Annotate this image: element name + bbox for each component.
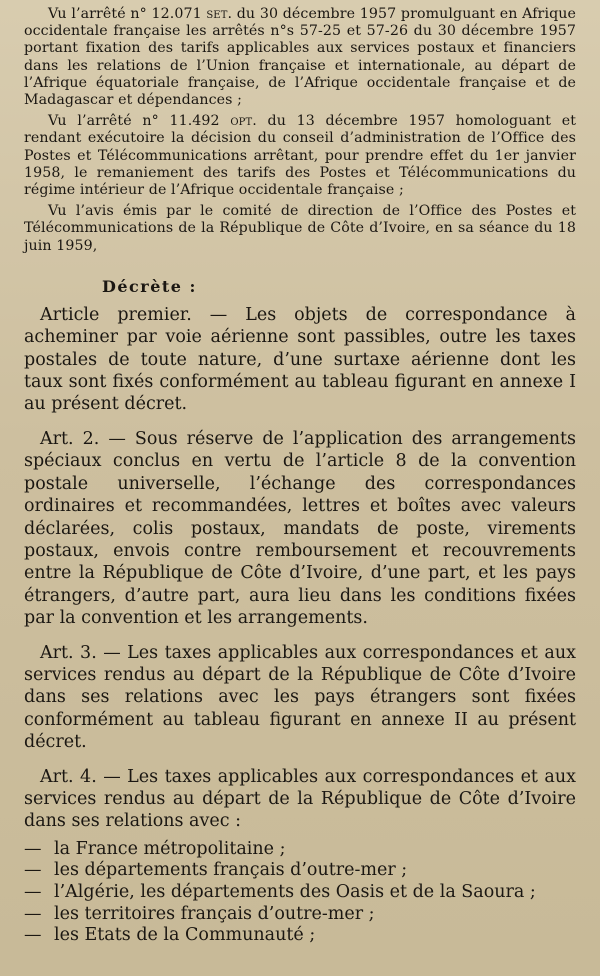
territory-list — [24, 839, 576, 947]
article-paragraph: Art. 3. — Les taxes applicables aux correspondances et aux services rendus au départ de la République de Côte d’Ivoire dans ses relations avec les pays étrangers sont fixées conformément au tableau figurant en annexe II au présent décret. — [24, 642, 576, 753]
list-item: — les territoires français d’outre-mer ; — [24, 903, 375, 924]
article-paragraph: Art. 4. — Les taxes applicables aux correspondances et aux services rendus au départ de la République de Côte d’Ivoire dans ses relations avec : — [24, 766, 576, 832]
list-item: — les Etats de la Communauté ; — [24, 925, 316, 946]
article-paragraph: Article premier. — Les objets de correspondance à acheminer par voie aérienne sont passibles, outre les taxes postales de toute nature, d’une surtaxe aérienne dont les taux sont fixés conformément au tableau figurant en annexe I au présent décret. — [24, 304, 576, 415]
list-item: — l’Algérie, les départements des Oasis et de la Saoura ; — [24, 881, 536, 902]
preamble-paragraph: Vu l’avis émis par le comité de direction de l’Office des Postes et Télécommunications de la République de Côte d’Ivoire, en sa séance du 18 juin 1959, — [24, 203, 576, 254]
preamble — [24, 6, 576, 255]
preamble-paragraph: Vu l’arrêté n° 12.071 set. du 30 décembre 1957 promulguant en Afrique occidentale française les arrêtés n°s 57-25 et 57-26 du 30 décembre 1957 portant fixation des tarifs applicables aux services postaux et financiers dans les relations de l’Union française et internationale, au départ de l’Afrique équatoriale française, de l’Afrique occidentale française et de Madagascar et dépendances ; — [24, 6, 576, 109]
list-item: — les départements français d’outre-mer ; — [24, 860, 408, 881]
list-item: — la France métropolitaine ; — [24, 838, 286, 859]
preamble-paragraph: Vu l’arrêté n° 11.492 opt. du 13 décembre 1957 homologuant et rendant exécutoire la décision du conseil d’administration de l’Office des Postes et Télécommunications arrêtant, pour prendre effet du 1er janvier 1958, le remaniement des tarifs des Postes et Télécommunications du régime intérieur de l’Afrique occidentale française ; — [24, 113, 577, 199]
article-paragraph: Art. 2. — Sous réserve de l’application des arrangements spéciaux conclus en vertu de l’article 8 de la convention postale universelle, l’échange des correspondances ordinaires et recommandées, lettres et boîtes avec valeurs déclarées, colis postaux, mandats de poste, virements postaux, envois contre remboursement et recouvrements entre la République de Côte d’Ivoire, d’une part, et les pays étrangers, d’autre part, aura lieu dans les conditions fixées par la convention et les arrangements. — [24, 428, 576, 629]
decree-heading: Décrète : — [102, 276, 197, 296]
